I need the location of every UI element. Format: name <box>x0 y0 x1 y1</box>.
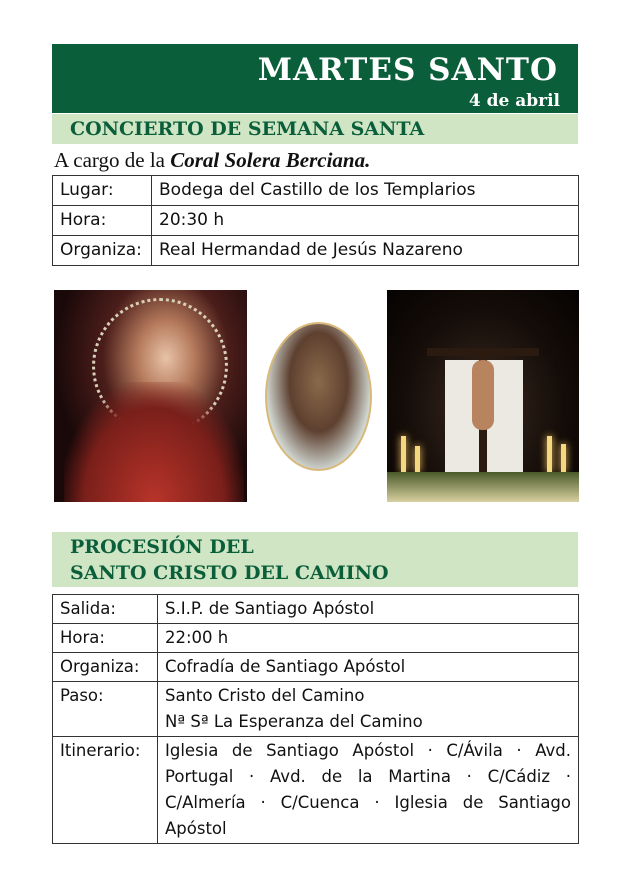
row-label: Organiza: <box>53 653 158 682</box>
saint-medallion <box>265 322 372 471</box>
row-label: Hora: <box>53 206 152 236</box>
paso-line2: Nª Sª La Esperanza del Camino <box>165 712 423 731</box>
crucifix-photo <box>387 290 579 502</box>
concierto-subtitle <box>54 148 370 173</box>
row-value: Real Hermandad de Jesús Nazareno <box>152 236 579 266</box>
candle-icon <box>561 444 566 472</box>
virgin-photo <box>54 290 247 502</box>
procesion-title-line2: SANTO CRISTO DEL CAMINO <box>70 562 389 584</box>
concierto-table <box>52 175 579 266</box>
concierto-title: CONCIERTO DE SEMANA SANTA <box>70 118 425 140</box>
procesion-title-line1: PROCESIÓN DEL <box>70 536 254 558</box>
subtitle-prefix: A cargo de la <box>54 148 171 172</box>
table-row <box>53 595 579 624</box>
row-value: 22:00 h <box>158 624 579 653</box>
candle-icon <box>415 446 420 472</box>
flowers <box>387 472 579 502</box>
row-value: 20:30 h <box>152 206 579 236</box>
table-row <box>53 682 579 737</box>
procesion-band <box>52 532 578 587</box>
table-row <box>53 176 579 206</box>
table-row <box>53 653 579 682</box>
table-row <box>53 737 579 844</box>
table-row <box>53 206 579 236</box>
row-label: Salida: <box>53 595 158 624</box>
choir-name: Coral Solera Berciana. <box>170 148 371 172</box>
candle-icon <box>401 436 406 472</box>
page-title: MARTES SANTO <box>257 52 558 88</box>
row-label: Lugar: <box>53 176 152 206</box>
table-row <box>53 236 579 266</box>
paso-line1: Santo Cristo del Camino <box>165 686 365 705</box>
row-label: Paso: <box>53 682 158 737</box>
procesion-table <box>52 594 579 844</box>
table-row <box>53 624 579 653</box>
header-banner <box>52 44 578 113</box>
row-label: Itinerario: <box>53 737 158 844</box>
mantle-shape <box>64 382 244 502</box>
row-value: S.I.P. de Santiago Apóstol <box>158 595 579 624</box>
christ-figure <box>472 360 494 430</box>
cross-beam <box>427 348 539 356</box>
row-value: Cofradía de Santiago Apóstol <box>158 653 579 682</box>
row-value: Bodega del Castillo de los Templarios <box>152 176 579 206</box>
itinerary-value: Iglesia de Santiago Apóstol · C/Ávila · Avd. Portugal · Avd. de la Martina · C/Cádiz · C/Almería · C/Cuenca · Iglesia de Santiago Apóstol <box>158 737 579 844</box>
row-value <box>158 682 579 737</box>
candle-icon <box>547 436 552 472</box>
row-label: Organiza: <box>53 236 152 266</box>
event-date: 4 de abril <box>468 91 560 111</box>
concierto-band <box>52 114 578 144</box>
row-label: Hora: <box>53 624 158 653</box>
